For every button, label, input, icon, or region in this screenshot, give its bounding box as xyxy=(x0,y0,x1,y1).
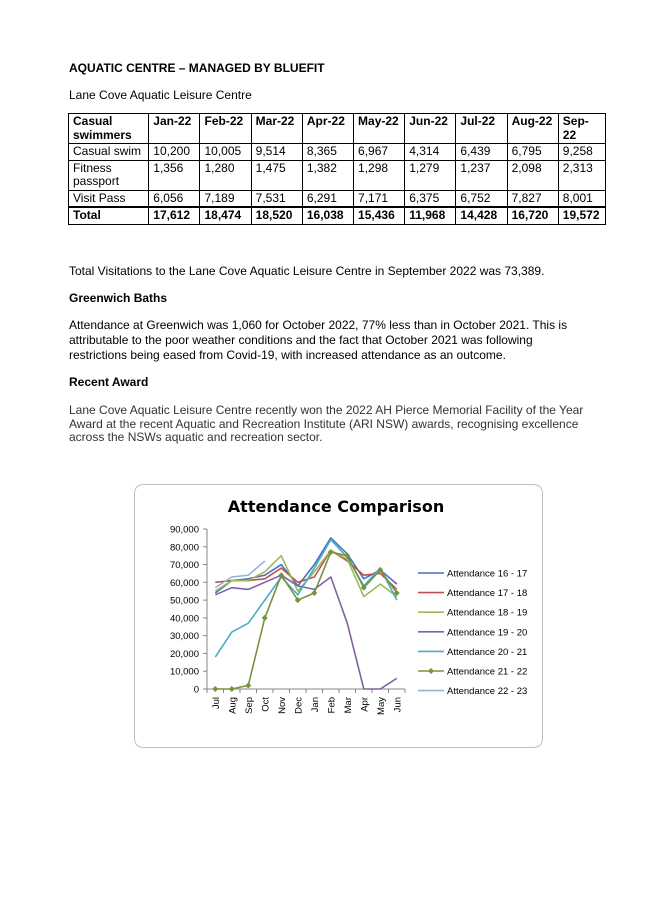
series-marker xyxy=(212,686,218,692)
row-label: Fitness passport xyxy=(69,160,149,190)
table-cell: 7,827 xyxy=(507,190,558,207)
chart-frame xyxy=(134,484,543,748)
table-header-cell: May-22 xyxy=(354,114,405,144)
table-cell: 1,298 xyxy=(354,160,405,190)
table-header-cell: Mar-22 xyxy=(251,114,302,144)
table-cell: 6,795 xyxy=(507,144,558,161)
series-marker xyxy=(245,682,251,688)
table-row xyxy=(69,160,606,190)
table-cell: 4,314 xyxy=(405,144,456,161)
x-tick-label: Nov xyxy=(276,697,288,714)
table-cell: 11,968 xyxy=(405,207,456,224)
y-tick-label: 10,000 xyxy=(169,666,199,678)
award-heading: Recent Award xyxy=(69,375,149,389)
y-tick-label: 60,000 xyxy=(169,577,199,589)
table-cell: 1,279 xyxy=(405,160,456,190)
table-cell: 10,005 xyxy=(200,144,251,161)
series-line xyxy=(215,550,396,596)
greenwich-text: Attendance at Greenwich was 1,060 for October 2022, 77% less than in October 2021. This is attributable to the poor weather conditions and the fact that October 2021 was following restrictions being eased from Covid-19, with increased attendance as an outcome. xyxy=(69,318,568,362)
x-tick-label: Dec xyxy=(293,697,305,714)
series-line xyxy=(215,538,396,593)
table-row xyxy=(69,190,606,207)
table-cell: 19,572 xyxy=(558,207,605,224)
x-tick-label: Mar xyxy=(342,697,354,714)
x-tick-label: Jun xyxy=(392,697,404,713)
y-tick-label: 80,000 xyxy=(169,542,199,554)
table-cell: 6,967 xyxy=(354,144,405,161)
table-cell: 15,436 xyxy=(354,207,405,224)
x-tick-label: Jul xyxy=(210,697,222,710)
y-tick-label: 50,000 xyxy=(169,595,199,607)
table-cell: 8,365 xyxy=(302,144,353,161)
x-tick-label: Apr xyxy=(359,697,371,712)
table-cell: 14,428 xyxy=(456,207,507,224)
award-text: Lane Cove Aquatic Leisure Centre recently won the 2022 AH Pierce Memorial Facility of the Year Award at the recent Aquatic and Recreation Institute (ARI NSW) awards, recognising excellence across the NSWs aquatic and recreation sector. xyxy=(69,403,584,444)
legend-entry: Attendance 16 - 17 xyxy=(447,568,528,580)
table-cell: 10,200 xyxy=(149,144,200,161)
table-cell: 6,752 xyxy=(456,190,507,207)
table-cell: 7,189 xyxy=(200,190,251,207)
y-tick-label: 20,000 xyxy=(169,648,199,660)
series-line xyxy=(215,550,396,589)
y-tick-label: 90,000 xyxy=(169,524,199,536)
table-header-cell: Jul-22 xyxy=(456,114,507,144)
table-cell: 6,439 xyxy=(456,144,507,161)
y-tick-label: 40,000 xyxy=(169,613,199,625)
y-tick-label: 0 xyxy=(193,684,199,696)
legend-entry: Attendance 19 - 20 xyxy=(447,627,528,639)
x-tick-label: Jan xyxy=(309,697,321,713)
table-cell: 18,474 xyxy=(200,207,251,224)
table-cell: 1,280 xyxy=(200,160,251,190)
table-header-cell: Jun-22 xyxy=(405,114,456,144)
legend-marker xyxy=(428,668,434,674)
table-cell: 7,531 xyxy=(251,190,302,207)
table-cell: 1,382 xyxy=(302,160,353,190)
table-cell: 9,514 xyxy=(251,144,302,161)
table-cell: 9,258 xyxy=(558,144,605,161)
x-tick-label: May xyxy=(375,697,387,715)
facility-name: Lane Cove Aquatic Leisure Centre xyxy=(69,88,252,102)
table-cell: 1,475 xyxy=(251,160,302,190)
table-cell: 16,720 xyxy=(507,207,558,224)
series-marker xyxy=(229,686,235,692)
series-marker xyxy=(311,590,317,596)
table-cell: 1,356 xyxy=(149,160,200,190)
x-tick-label: Feb xyxy=(326,697,338,714)
series-marker xyxy=(262,615,268,621)
table-header-cell: Sep-22 xyxy=(558,114,605,144)
table-cell: 17,612 xyxy=(149,207,200,224)
table-cell: 2,098 xyxy=(507,160,558,190)
chart-title: Attendance Comparison xyxy=(227,497,445,516)
row-label: Casual swim xyxy=(69,144,149,161)
table-cell: 6,056 xyxy=(149,190,200,207)
table-total-row xyxy=(69,207,606,224)
y-tick-label: 70,000 xyxy=(169,560,199,572)
series-line xyxy=(215,552,396,689)
visitations-table xyxy=(68,113,606,225)
table-cell: 6,291 xyxy=(302,190,353,207)
section-heading: AQUATIC CENTRE – MANAGED BY BLUEFIT xyxy=(69,61,325,75)
attendance-chart xyxy=(135,485,542,747)
table-header-cell: Apr-22 xyxy=(302,114,353,144)
row-label: Total xyxy=(69,207,149,224)
table-cell: 1,237 xyxy=(456,160,507,190)
x-tick-label: Sep xyxy=(243,697,255,714)
greenwich-heading: Greenwich Baths xyxy=(69,291,168,305)
x-tick-label: Oct xyxy=(260,697,272,712)
table-header-row xyxy=(69,114,606,144)
table-cell: 7,171 xyxy=(354,190,405,207)
legend-entry: Attendance 17 - 18 xyxy=(447,588,528,600)
table-cell: 8,001 xyxy=(558,190,605,207)
table-header-cell: Aug-22 xyxy=(507,114,558,144)
x-tick-label: Aug xyxy=(227,697,239,714)
table-header-cell: Jan-22 xyxy=(149,114,200,144)
legend-entry: Attendance 22 - 23 xyxy=(447,686,528,698)
table-cell: 16,038 xyxy=(302,207,353,224)
table-header-cell: Feb-22 xyxy=(200,114,251,144)
legend-entry: Attendance 18 - 19 xyxy=(447,607,528,619)
series-line xyxy=(215,540,396,657)
table-row xyxy=(69,144,606,161)
row-label: Visit Pass xyxy=(69,190,149,207)
table-cell: 2,313 xyxy=(558,160,605,190)
table-cell: 6,375 xyxy=(405,190,456,207)
legend-entry: Attendance 20 - 21 xyxy=(447,646,528,658)
legend-entry: Attendance 21 - 22 xyxy=(447,666,528,678)
table-cell: 18,520 xyxy=(251,207,302,224)
total-visits-text: Total Visitations to the Lane Cove Aquatic Leisure Centre in September 2022 was 73,389. xyxy=(69,264,545,278)
y-tick-label: 30,000 xyxy=(169,631,199,643)
series-line xyxy=(215,561,264,588)
table-header-cell: Casual swimmers xyxy=(69,114,149,144)
